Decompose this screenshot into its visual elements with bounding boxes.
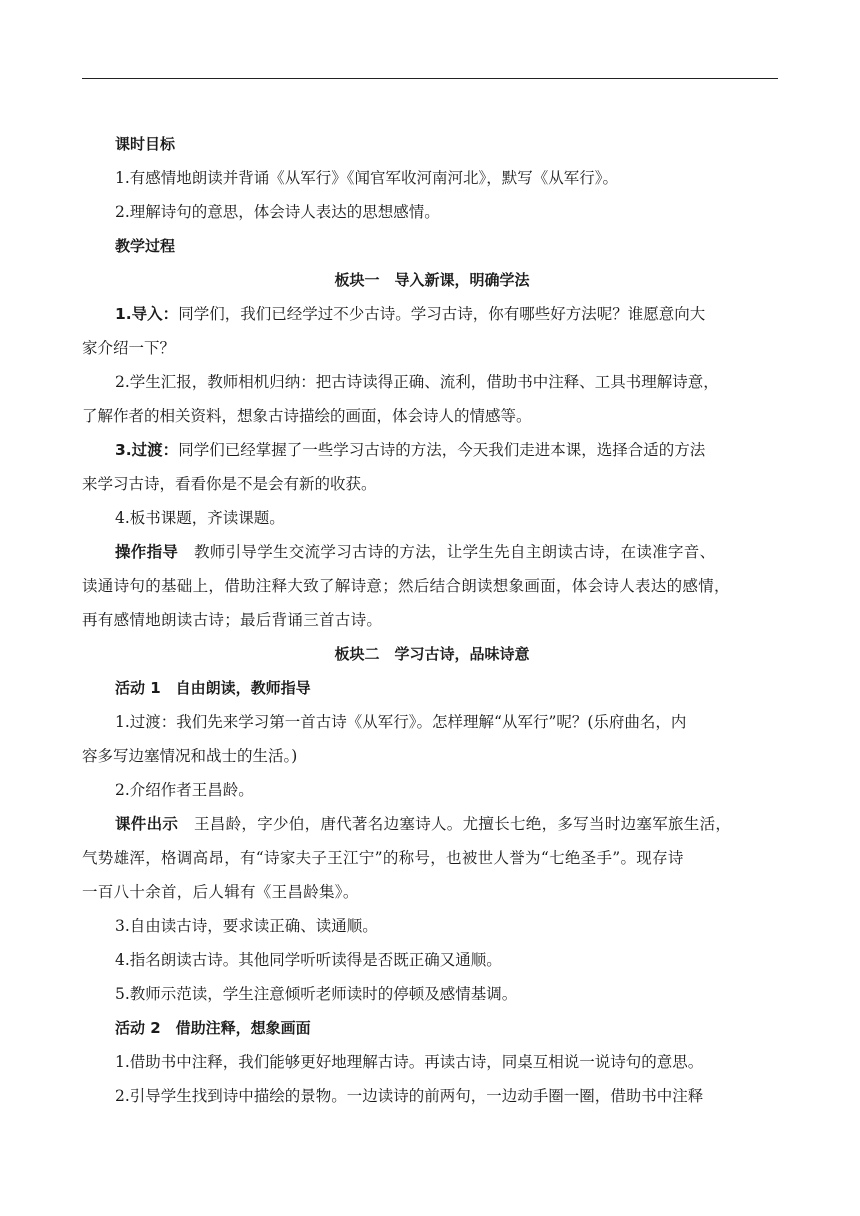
step-text-continued: 了解作者的相关资料，想象古诗描绘的画面，体会诗人的情感等。 bbox=[82, 407, 532, 425]
step-paragraph: 3.自由读古诗，要求读正确、读通顺。 bbox=[115, 917, 378, 935]
guide-text-continued: 再有感情地朗读古诗；最后背诵三首古诗。 bbox=[82, 611, 383, 629]
guide-text-continued: 读通诗句的基础上，借助注释大致了解诗意；然后结合朗读想象画面，体会诗人表达的感情， bbox=[82, 577, 730, 595]
step-paragraph bbox=[82, 297, 782, 331]
objectives-heading: 课时目标 bbox=[115, 135, 176, 153]
step-paragraph: 2.介绍作者王昌龄。 bbox=[115, 781, 254, 799]
objective-item: 2.理解诗句的意思，体会诗人表达的思想感情。 bbox=[115, 203, 440, 221]
step-label: 1.导入： bbox=[115, 305, 179, 323]
courseware-text-continued: 气势雄浑，格调高昂，有“诗家夫子王江宁”的称号，也被世人誉为“七绝圣手”。现存诗 bbox=[82, 849, 684, 867]
activity-heading: 活动 1 自由朗读，教师指导 bbox=[115, 679, 311, 697]
courseware-label: 课件出示 bbox=[115, 815, 179, 833]
step-paragraph: 1.过渡：我们先来学习第一首古诗《从军行》。怎样理解“从军行”呢？(乐府曲名，内 bbox=[115, 713, 687, 731]
step-text: 同学们，我们已经学过不少古诗。学习古诗，你有哪些好方法呢？谁愿意向大 bbox=[178, 305, 706, 323]
step-paragraph: 4.板书课题，齐读课题。 bbox=[115, 509, 285, 527]
courseware-paragraph bbox=[82, 807, 782, 841]
header-rule bbox=[82, 78, 778, 79]
step-paragraph: 2.学生汇报，教师相机归纳：把古诗读得正确、流利，借助书中注释、工具书理解诗意， bbox=[115, 373, 719, 391]
step-paragraph bbox=[82, 433, 782, 467]
lesson-plan-body bbox=[82, 127, 782, 1113]
step-paragraph: 4.指名朗读古诗。其他同学听听读得是否既正确又通顺。 bbox=[115, 951, 502, 969]
step-label: 3.过渡： bbox=[115, 441, 179, 459]
courseware-text: 王昌龄，字少伯，唐代著名边塞诗人。尤擅长七绝，多写当时边塞军旅生活， bbox=[178, 815, 732, 833]
guide-paragraph bbox=[82, 535, 782, 569]
process-heading: 教学过程 bbox=[115, 237, 176, 255]
step-paragraph: 2.引导学生找到诗中描绘的景物。一边读诗的前两句，一边动手圈一圈，借助书中注释 bbox=[115, 1087, 704, 1105]
guide-text: 教师引导学生交流学习古诗的方法，让学生先自主朗读古诗，在读准字音、 bbox=[178, 543, 716, 561]
block-title: 板块二 学习古诗，品味诗意 bbox=[334, 645, 530, 663]
activity-heading: 活动 2 借助注释，想象画面 bbox=[115, 1019, 311, 1037]
guide-label: 操作指导 bbox=[115, 543, 179, 561]
step-paragraph: 1.借助书中注释，我们能够更好地理解古诗。再读古诗，同桌互相说一说诗句的意思。 bbox=[115, 1053, 704, 1071]
objective-item: 1.有感情地朗读并背诵《从军行》《闻官军收河南河北》，默写《从军行》。 bbox=[115, 169, 619, 187]
step-text-continued: 家介绍一下？ bbox=[82, 339, 176, 357]
step-text: 同学们已经掌握了一些学习古诗的方法，今天我们走进本课，选择合适的方法 bbox=[178, 441, 706, 459]
courseware-text-continued: 一百八十余首，后人辑有《王昌龄集》。 bbox=[82, 883, 359, 901]
step-paragraph: 5.教师示范读，学生注意倾听老师读时的停顿及感情基调。 bbox=[115, 985, 518, 1003]
step-text-continued: 来学习古诗，看看你是不是会有新的收获。 bbox=[82, 475, 377, 493]
step-text-continued: 容多写边塞情况和战士的生活。) bbox=[82, 747, 298, 765]
block-title: 板块一 导入新课，明确学法 bbox=[334, 271, 530, 289]
